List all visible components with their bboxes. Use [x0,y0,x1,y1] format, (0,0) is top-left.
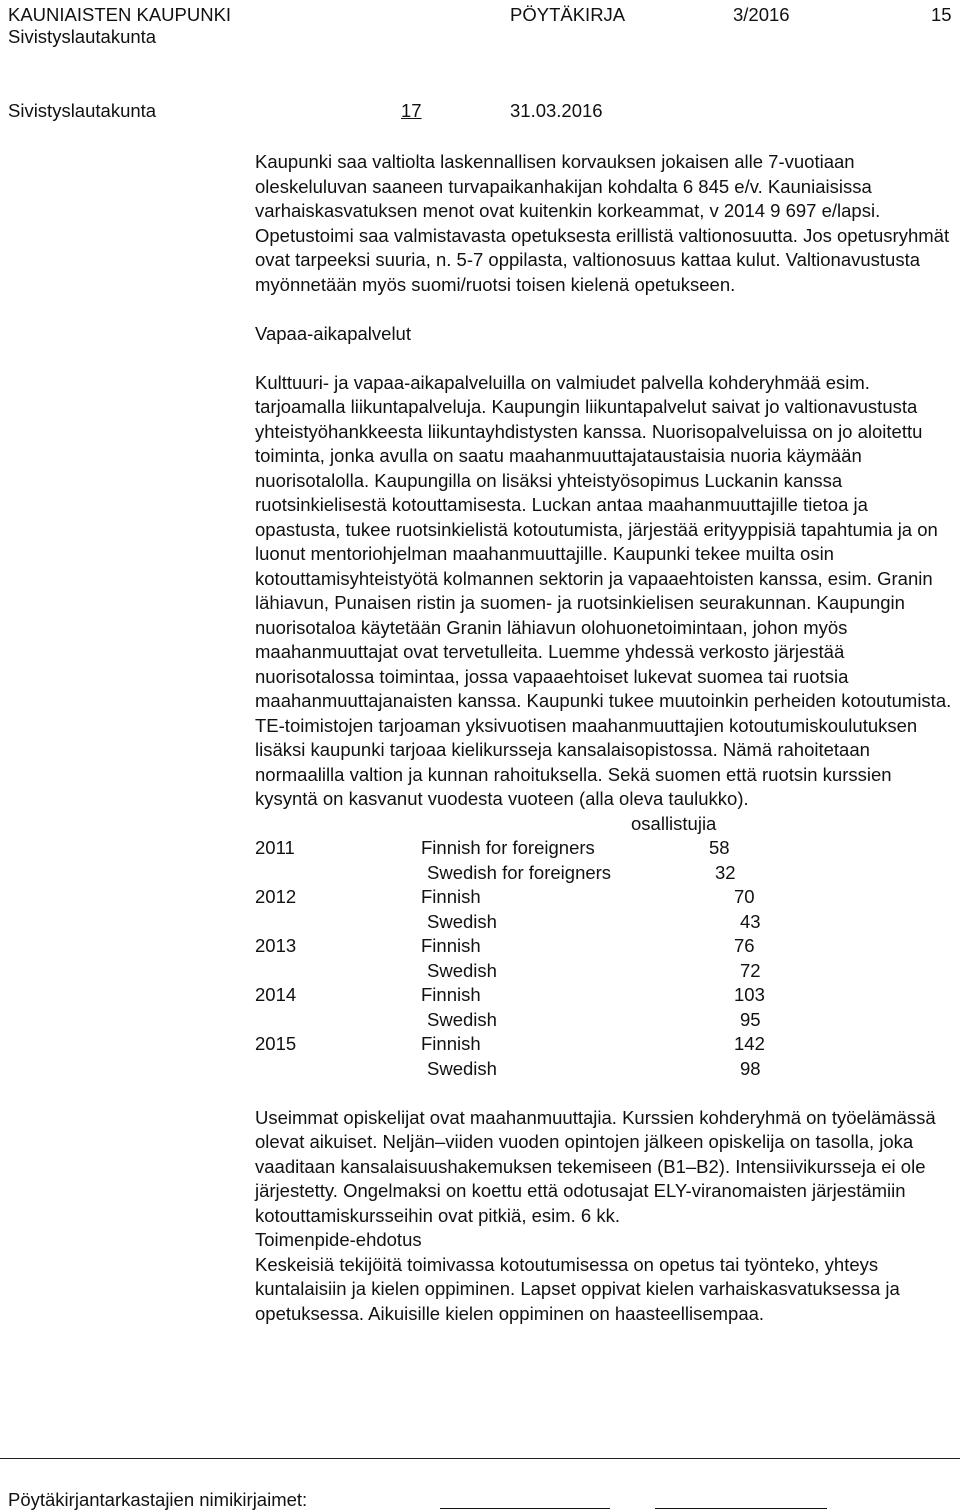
table-row: 2014 Finnish 103 [255,984,765,1005]
table-row: Swedish 95 [427,1008,761,1030]
footer-divider [0,1458,960,1459]
after-table-paragraph: Useimmat opiskelijat ovat maahanmuuttajia. Kurssien kohderyhmä on työelämässä olevat aikuiset. Neljän–viiden vuoden opintojen jälkeen opiskelija on tasolla, joka vaaditaan kansalaisuushakemuksen tekemiseen (B1–B2). Intensiivikursseja ei ole järjestetty. Ongelmaksi on koettu että odotusajat ELY-viranomaisten järjestämiin kotouttamiskursseihin ovat pitkiä, esim. 6 kk. [255,1106,936,1226]
table-row: Swedish 43 [427,910,761,932]
meeting-board: Sivistyslautakunta [8,100,157,121]
section-heading-leisure: Vapaa-aikapalvelut [255,322,411,344]
header-org: KAUNIAISTEN KAUPUNKI [8,4,232,25]
header-doc-type: PÖYTÄKIRJA [510,4,626,25]
header-page-number: 15 [931,4,952,25]
course-participants-table [255,812,955,1082]
table-row: 2011 Finnish for foreigners 58 [255,837,730,858]
footer-initials-label: Pöytäkirjantarkastajien nimikirjaimet: [8,1489,308,1510]
meeting-date: 31.03.2016 [510,100,603,121]
header-doc-number: 3/2016 [733,4,790,25]
table-row: Swedish 72 [427,959,761,981]
table-row: 2013 Finnish 76 [255,935,755,956]
table-row: 2015 Finnish 142 [255,1033,765,1054]
proposal-paragraph: Keskeisiä tekijöitä toimivassa kotoutumisessa on opetus tai työnteko, yhteys kuntalaisiin ja kielen oppiminen. Lapset oppivat kielen varhaiskasvatuksessa ja opetuksessa. Aikuisille kielen oppiminen on haasteellisempaa. [255,1253,900,1324]
document-body [255,150,955,1326]
table-column-header: osallistujia [631,812,717,834]
proposal-heading: Toimenpide-ehdotus [255,1229,422,1250]
table-row: Swedish for foreigners 32 [427,861,736,883]
table-row: Swedish 98 [427,1057,761,1079]
table-row: 2012 Finnish 70 [255,886,755,907]
section-number: 17 [401,100,422,121]
signature-line-2 [655,1508,827,1509]
intro-paragraph: Kaupunki saa valtiolta laskennallisen korvauksen jokaisen alle 7-vuotiaan oleskeluluvan saaneen turvapaikanhakijan kohdalta 6 845 e/v. Kauniaisissa varhaiskasvatuksen menot ovat kuitenkin korkeammat, v 2014 9 697 e/lapsi. Opetustoimi saa valmistavasta opetuksesta erillistä valtionosuutta. Jos opetusryhmät ovat tarpeeksi suuria, n. 5-7 oppilasta, valtionosuus kattaa kulut. Valtionavustusta myönnetään myös suomi/ruotsi toisen kielenä opetukseen. [255,151,950,295]
leisure-paragraph: Kulttuuri- ja vapaa-aikapalveluilla on valmiudet palvella kohderyhmää esim. tarjoamalla liikuntapalveluja. Kaupungin liikuntapalvelut saivat jo valtionavustusta yhteistyöhankkeesta liikuntayhdistysten kanssa. Nuorisopalveluissa on jo aloitettu toiminta, jonka avulla on saatu maahanmuuttajataustaisia nuoria käymään nuorisotalolla. Kaupungilla on lisäksi yhteistyösopimus Luckanin kanssa ruotsinkielisestä kotouttamisesta. Luckan antaa maahanmuuttajille tietoa ja opastusta, tukee ruotsinkielistä kotoutumista, järjestää erityyppisiä tapahtumia ja on luonut mentoriohjelman maahanmuuttajille. Kaupunki tekee muilta osin kotouttamisyhteistyötä kolmannen sektorin ja vapaaehtoisten kanssa, esim. Granin lähiavun, Punaisen ristin ja suomen- ja ruotsinkielisen seurakunnan. Kaupungin nuorisotaloa käytetään Granin lähiavun olohuonetoimintaan, johon myös maahanmuuttajat ovat tervetulleita. Luemme yhdessä verkosto järjestää nuorisotalossa toimintaa, jossa vapaaehtoiset lukevat suomea tai ruotsia maahanmuuttajanaisten kanssa. Kaupunki tukee muutoinkin perheiden kotoutumista. TE-toimistojen tarjoaman yksivuotisen maahanmuuttajien kotoutumiskoulutuksen lisäksi kaupunki tarjoaa kielikursseja kansalaisopistossa. Nämä rahoitetaan normaalilla valtion ja kunnan rahoituksella. Sekä suomen että ruotsin kurssien kysyntä on kasvanut vuodesta vuoteen (alla oleva taulukko). [255,371,952,809]
header-board: Sivistyslautakunta [8,26,157,47]
signature-line-1 [440,1508,610,1509]
